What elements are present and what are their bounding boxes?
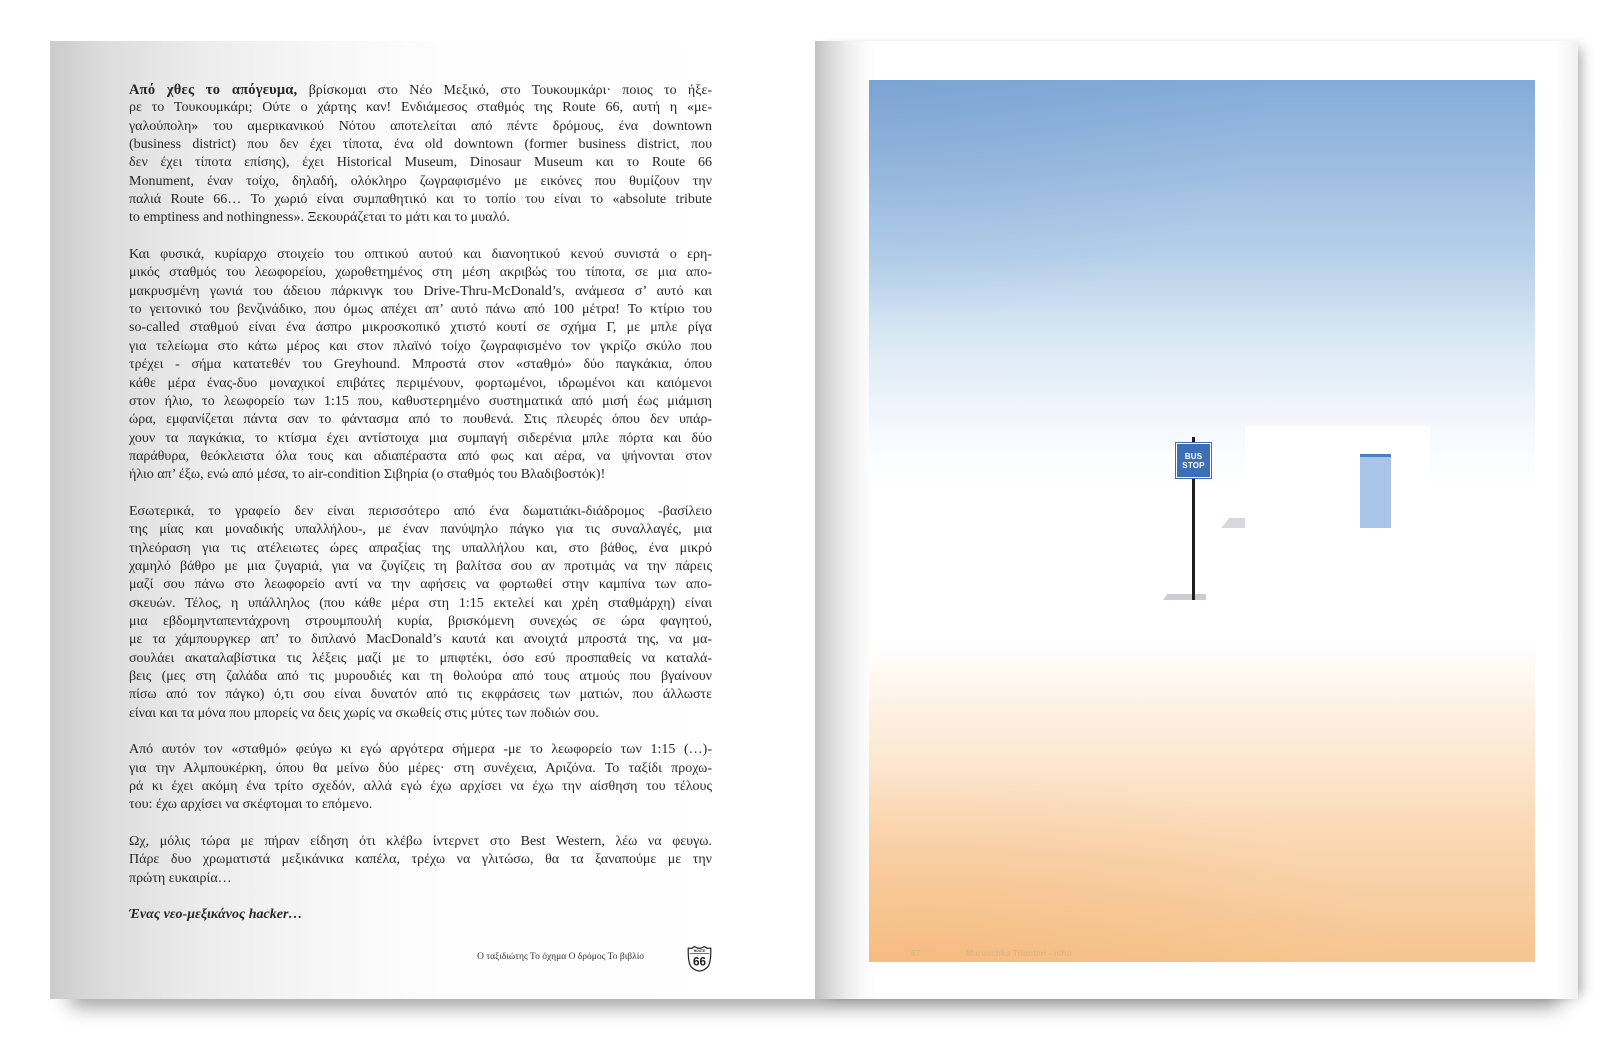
paragraph	[129, 246, 712, 484]
text-line: για την Αλμπουκέρκη, όπου θα μείνω δύο μέρες· στη συνέχεια, Αριζόνα. Το ταξίδι προχω-	[129, 760, 712, 776]
text-line: παλιά Route 66… Το χωριό είναι συμπαθητικό και το τοπίο του είναι το «absolute tribute	[129, 192, 712, 208]
text-line: Εσωτερικά, το γραφείο δεν είναι περισσότερο από ένα δωματιάκι-διάδρομος -βασίλειο	[129, 503, 712, 519]
text-line: παράθυρα, θεόκλειστα όλα τους και αδιαπέραστα από φως και αέρα, να ψήνονται στον	[129, 448, 712, 464]
shield-top-text: ROUTE	[693, 949, 706, 954]
text-line: Ωχ, μόλις τώρα με πήραν είδηση ότι κλέβω ίντερνετ στο Best Western, λέω να φευγω.	[129, 834, 712, 850]
text-column	[129, 81, 712, 925]
text-line: πρώτη ευκαιρία…	[129, 870, 232, 886]
sign-text-stop: STOP	[1182, 460, 1205, 470]
sign-pole-base	[1163, 594, 1206, 600]
text-line: μαζί σου πάνω στο λεωφορείο αντί να την αφήσεις να φορτωθεί στην καμπίνα των απο-	[129, 577, 712, 593]
station-door	[1360, 454, 1391, 528]
text-line: του: έχω αρχίσει να σκέφτομαι το επόμενο.	[129, 797, 373, 813]
text-line: ρά κι έχει ακόμη ένα τρίτο σχεδόν, αλλά εγώ έχω αρχίσει να έχω την αίσθηση του τέλους	[129, 779, 712, 795]
text-line-rest: βρίσκομαι στο Νέο Μεξικό, στο Τουκουμκάρι· ποιος το ήξε-	[308, 83, 713, 98]
signature: Ένας νεο-μεξικάνος hacker…	[129, 907, 303, 923]
lead-in: Από χθες το απόγευμα,	[129, 82, 298, 98]
text-line: με τα χάμπουργκερ απ’ το διπλανό MacDonald’s καυτά και ανοιχτά μπροστά της, να μα-	[129, 632, 712, 648]
text-line: τρέχει - σήμα κατατεθέν του Greyhound. Μπροστά στον «σταθμό» δύο παγκάκια, όπου	[129, 357, 712, 373]
text-line: ρε το Τουκουμκάρι; Ούτε ο χάρτης καν! Ενδιάμεσος σταθμός της Route 66, αυτή η «με-	[129, 100, 712, 116]
image-credit: Maruschka Triantari - niho	[966, 948, 1072, 958]
text-line: so-called σταθμού είναι ένα άσπρο μικροσκοπικό χτιστό κουτί σε σχήμα Γ, με μπλε ρίγα	[129, 320, 712, 336]
text-line: ήλιο απ’ έξω, ενώ από μέσα, το air-condition Σιβηρία (ο σταθμός του Βλαδιβοστόκ)!	[129, 467, 606, 483]
page-number: 67	[911, 948, 921, 958]
text-line: σουλάει ακαταλαβίστικα τις λέξεις μαζί με το μπιφτέκι, όσο εσύ προσπαθείς να καταλά-	[129, 650, 712, 666]
shield-number: 66	[692, 955, 707, 969]
text-line: βεις (μες στη ζαλάδα από τις μυρουδιές και τη θολούρα από τους ατμούς που βγαίνουν	[129, 669, 712, 684]
text-line: μια εβδομηνταπεντάχρονη στρουμπουλή κυρία, βρισκόμενη συνεχώς σε ώρα φαγητού,	[129, 613, 712, 629]
text-line: Από αυτόν τον «σταθμό» φεύγω κι εγώ αργότερα σήμερα -με το λεωφορείο των 1:15 (…)-	[129, 742, 712, 758]
text-line: δεν έχει τίποτα επίσης), έχει Historical Museum, Dinosaur Museum και το Route 66	[129, 155, 712, 171]
text-line: τηλεόραση για τις ατέλειωτες ώρες απραξίας της υπαλλήλου και, στο βάθος, ένα μικρό	[129, 540, 712, 556]
text-line	[129, 81, 712, 99]
text-line: ώρα, εμφανίζεται πάντα σαν το φάντασμα από το πουθενά. Στις πλευρές όπου δεν υπάρ-	[129, 412, 712, 428]
running-title: Ο ταξιδιώτης Το όχημα Ο δρόμος Το βιβλίο	[477, 952, 644, 962]
paragraph	[129, 503, 712, 723]
text-line: Και φυσικά, κυρίαρχο στοιχείο του οπτικού αυτού και διανοητικού κενού συνιστά ο ερη-	[129, 247, 712, 263]
paragraph	[129, 741, 712, 814]
text-line: (business district) που δεν έχει τίποτα, ένα old downtown (former business district, που	[129, 137, 712, 153]
right-page	[815, 41, 1578, 999]
sign-text-bus: BUS	[1184, 451, 1203, 461]
text-line: σκευών. Τέλος, η υπάλληλος (που κάθε μέρα στη 1:15 εκτελεί και χρέη σταθμάρχη) είναι	[129, 595, 712, 611]
paragraph	[129, 833, 712, 888]
left-page	[50, 41, 815, 999]
text-line: είναι και τα μόνα που μπορείς να δεις χωρίς να σκωθείς στις μύτες των ποδιών σου.	[129, 705, 599, 721]
text-line: της μίας και μοναδικής υπαλλήλου-, με έναν πανύψηλο πάγκο για τις συναλλαγές, μια	[129, 522, 712, 538]
route-66-shield-icon	[686, 945, 713, 972]
paragraph	[129, 81, 712, 228]
text-line: για τελείωμα στο κάτω μέρος και στον πλαϊνό τοίχο ζωγραφισμένο τον γκρίζο σκύλο που	[129, 338, 712, 354]
text-line: γαλούπολη» του αμερικανικού Νότου αποτελείται από πέντε δρόμους, ένα downtown	[129, 118, 712, 134]
text-line: μικός σταθμός του λεωφορείου, χωροθετημένος στη μέση ακριβώς του τίποτα, σε μια απο-	[129, 265, 712, 281]
text-line: to emptiness and nothingness». Ξεκουράζεται το μάτι και το μυαλό.	[129, 210, 510, 226]
station-building	[1245, 426, 1430, 528]
bus-stop-illustration	[869, 80, 1535, 962]
text-line: μακρυσμένη γωνιά του άδειου πάρκινγκ του Drive-Thru-McDonald’s, ανάμεσα σ’ αυτό και	[129, 283, 712, 299]
text-line: στον ήλιο, το λεωφορείο των 1:15 που, καθυστερημένο συστηματικά από μισή έως μιάμιση	[129, 393, 712, 409]
text-line: Monument, έναν τοίχο, δηλαδή, ολόκληρο ζωγραφισμένο με εικόνες που θυμίζουν την	[129, 173, 712, 189]
text-line: χουν τα παγκάκια, το κτίσμα έχει αντίστοιχα μια συμπαγή σιδερένια μπλε πόρτα και δύο	[129, 430, 712, 446]
text-line: Πάρε δυο χρωματιστά μεξικάνικα καπέλα, τρέχω να γλιτώσω, θα τα ξαναπούμε με την	[129, 852, 712, 868]
building-base	[1221, 518, 1245, 528]
text-line: χαμηλό βάθρο με μια ζυγαριά, για να ζυγίζεις τη βαλίτσα σου αν προτιμάς να την πάρεις	[129, 558, 712, 574]
text-line: κάθε μέρα ένας-δυο μοναχικοί επιβάτες περιμένουν, φορτωμένοι, ιδρωμένοι και καιόμενοι	[129, 375, 712, 391]
text-line: το γειτονικό του βενζινάδικο, που όμως απέχει απ’ αυτό πάνω από 100 μέτρα! Το κτίριο του	[129, 302, 712, 318]
text-line: πίσω από τον πάγκο) ό,τι σου είναι δυνατόν από τις εκφράσεις των ματιών, που άλλωστε	[129, 687, 712, 703]
bus-stop-sign-icon	[1176, 443, 1211, 478]
